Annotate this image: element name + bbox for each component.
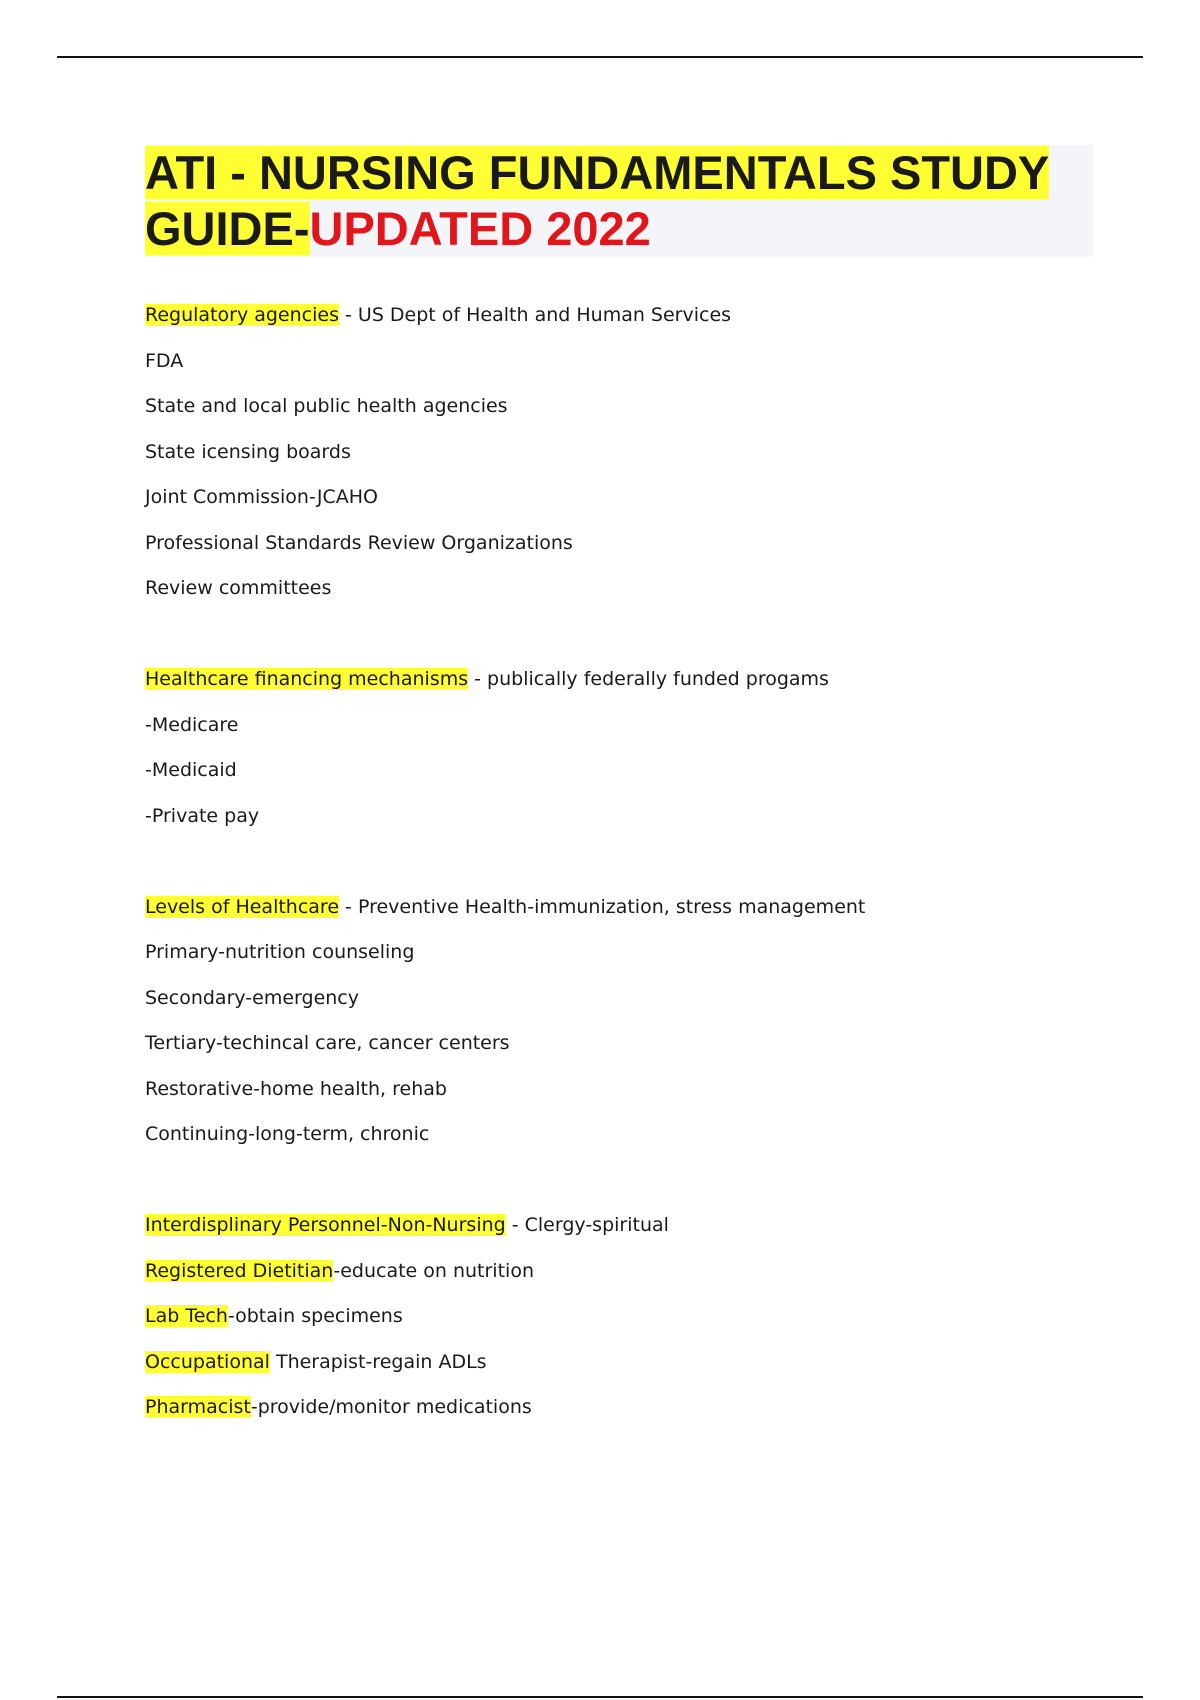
section-spacer	[145, 843, 1105, 889]
section-heading-levels-of-healthcare	[145, 889, 1105, 935]
list-item: -Medicaid	[145, 759, 237, 781]
list-item: Tertiary-techincal care, cancer centers	[145, 1032, 510, 1054]
top-rule	[57, 56, 1143, 58]
section-heading-regulatory-agencies	[145, 297, 1105, 343]
list-item: Primary-nutrition counseling	[145, 941, 415, 963]
term-detail: -educate on nutrition	[333, 1259, 534, 1282]
title-line-2-red: UPDATED 2022	[309, 202, 651, 255]
term-detail: -obtain specimens	[227, 1305, 403, 1327]
term-highlight: Registered Dietitian	[145, 1259, 334, 1282]
list-item: -Private pay	[145, 804, 260, 827]
term-detail: -provide/monitor medications	[250, 1396, 532, 1418]
list-item	[145, 1389, 1105, 1435]
term-definition: - Preventive Health-immunization, stress management	[339, 895, 866, 918]
section-spacer	[145, 616, 1105, 662]
list-item: Joint Commission-JCAHO	[145, 486, 378, 508]
list-item: Continuing-long-term, chronic	[145, 1123, 430, 1145]
title-line-1: ATI - NURSING FUNDAMENTALS STUDY	[145, 146, 1050, 199]
list-item: State icensing boards	[145, 440, 351, 463]
list-item: Professional Standards Review Organizations	[145, 531, 573, 554]
list-item: FDA	[145, 349, 184, 372]
term-highlight: Lab Tech	[145, 1305, 228, 1327]
term-definition: - publically federally funded progams	[468, 668, 829, 690]
document-body	[145, 297, 1105, 1435]
term-highlight: Levels of Healthcare	[145, 895, 340, 918]
term-highlight: Pharmacist	[145, 1396, 251, 1418]
list-item: Secondary-emergency	[145, 986, 359, 1009]
list-item: -Medicare	[145, 713, 239, 736]
section-heading-interdisciplinary-personnel	[145, 1207, 1105, 1253]
list-item: State and local public health agencies	[145, 395, 508, 417]
term-highlight: Regulatory agencies	[145, 304, 339, 326]
list-item: Review committees	[145, 577, 332, 599]
bottom-rule	[57, 1696, 1143, 1698]
term-definition: - US Dept of Health and Human Services	[338, 304, 732, 326]
list-item	[145, 1253, 1105, 1299]
term-definition: - Clergy-spiritual	[505, 1214, 669, 1236]
list-item: Restorative-home health, rehab	[145, 1077, 447, 1100]
list-item	[145, 1298, 1105, 1344]
term-detail: Therapist-regain ADLs	[269, 1350, 487, 1373]
term-highlight: Occupational	[145, 1350, 270, 1373]
list-item	[145, 1344, 1105, 1390]
term-highlight: Interdisplinary Personnel-Non-Nursing	[145, 1214, 506, 1236]
term-highlight: Healthcare financing mechanisms	[145, 668, 469, 690]
title-block	[145, 145, 1093, 257]
title-line-2-black: GUIDE-	[145, 202, 310, 255]
section-heading-healthcare-financing	[145, 661, 1105, 707]
section-spacer	[145, 1162, 1105, 1208]
document-title	[145, 145, 1093, 257]
